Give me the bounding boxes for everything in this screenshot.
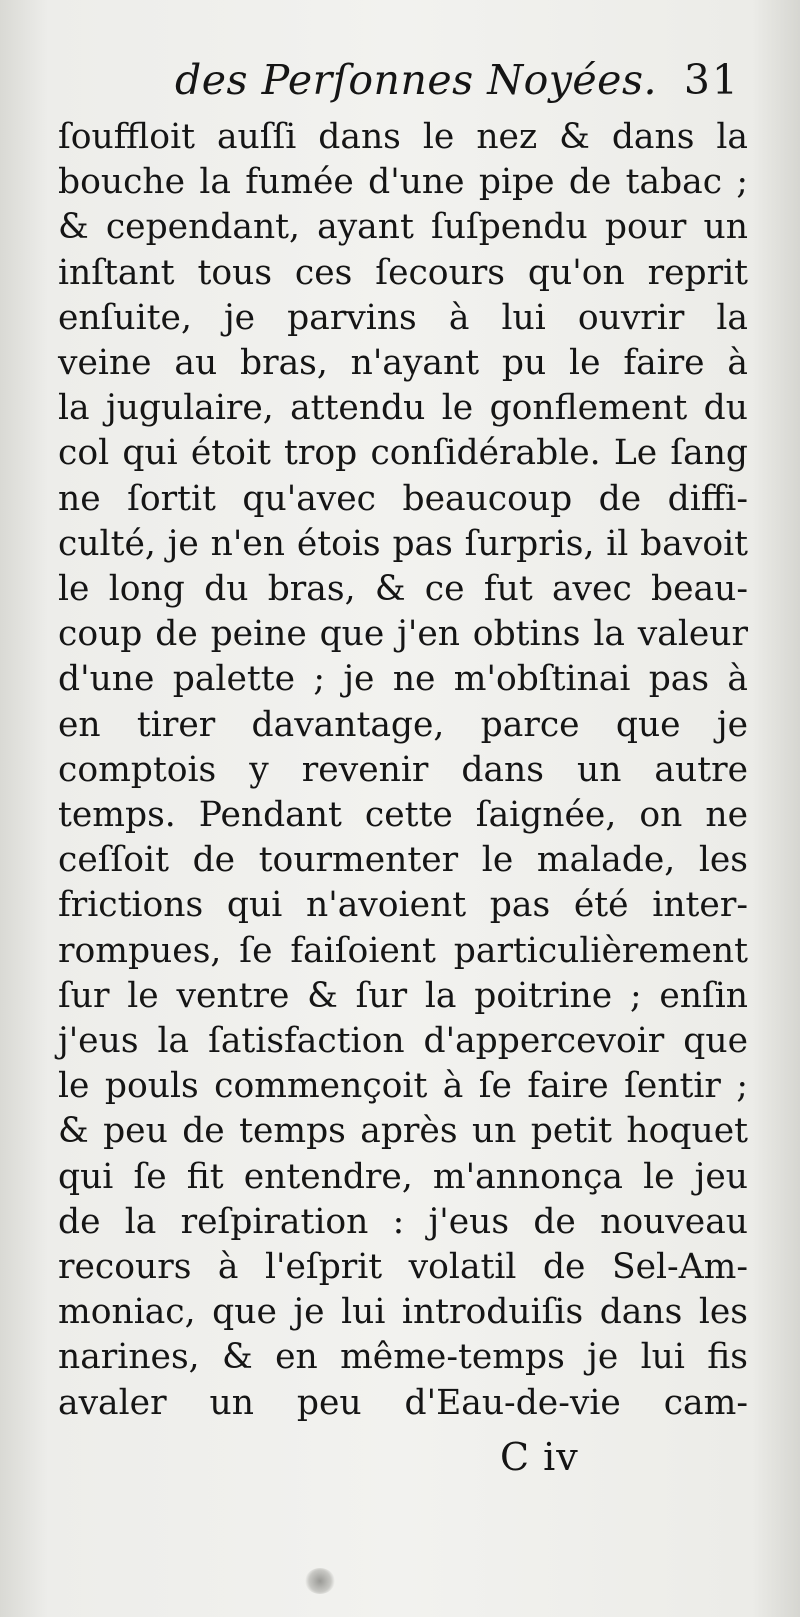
text-line: ceſſoit de tourmenter le malade, les bbox=[58, 840, 748, 881]
page-number: 31 bbox=[683, 56, 740, 104]
text-line: de la reſpiration : j'eus de nouveau bbox=[58, 1201, 748, 1242]
text-line: veine au bras, n'ayant pu le faire à bbox=[58, 343, 748, 384]
text-line: coup de peine que j'en obtins la valeur bbox=[58, 614, 748, 655]
text-line: recours à l'eſprit volatil de Sel-Am- bbox=[58, 1247, 748, 1288]
text-line: inſtant tous ces ſecours qu'on reprit bbox=[58, 252, 748, 293]
running-title: des Perſonnes Noyées. bbox=[175, 56, 658, 104]
body-text bbox=[58, 115, 748, 1426]
signature-mark: C iv bbox=[500, 1435, 579, 1479]
ink-smudge bbox=[305, 1568, 335, 1594]
text-line: en tirer davantage, parce que je bbox=[58, 704, 748, 745]
text-line: ſur le ventre & ſur la poitrine ; enſin bbox=[58, 975, 748, 1016]
text-line: enſuite, je parvins à lui ouvrir la bbox=[58, 297, 748, 338]
running-head bbox=[175, 50, 740, 110]
text-line: rompues, ſe faiſoient particulièrement bbox=[58, 930, 748, 971]
text-line: narines, & en même-temps je lui fis bbox=[58, 1337, 748, 1378]
text-line: avaler un peu d'Eau-de-vie cam- bbox=[58, 1382, 748, 1423]
text-line: col qui étoit trop conſidérable. Le ſang bbox=[58, 433, 748, 474]
text-line: moniac, que je lui introduiſis dans les bbox=[58, 1292, 748, 1333]
text-line: la jugulaire, attendu le gonflement du bbox=[58, 388, 748, 429]
text-line: & cependant, ayant ſuſpendu pour un bbox=[58, 207, 748, 248]
text-line: & peu de temps après un petit hoquet bbox=[58, 1111, 748, 1152]
text-line: le long du bras, & ce fut avec beau- bbox=[58, 569, 748, 610]
text-line: comptois y revenir dans un autre bbox=[58, 749, 748, 790]
text-line: qui ſe fit entendre, m'annonça le jeu bbox=[58, 1156, 748, 1197]
text-line: ne ſortit qu'avec beaucoup de diffi- bbox=[58, 478, 748, 519]
text-line: ſouffloit auſſi dans le nez & dans la bbox=[58, 117, 748, 157]
text-line: frictions qui n'avoient pas été inter- bbox=[58, 885, 748, 926]
text-line: d'une palette ; je ne m'obſtinai pas à bbox=[58, 659, 748, 700]
text-line: culté, je n'en étois pas ſurpris, il bavoit bbox=[58, 523, 748, 564]
text-line: le pouls commençoit à ſe faire ſentir ; bbox=[58, 1066, 748, 1107]
text-line: j'eus la ſatisfaction d'appercevoir que bbox=[58, 1021, 748, 1062]
text-line: temps. Pendant cette ſaignée, on ne bbox=[58, 795, 748, 836]
text-line: bouche la fumée d'une pipe de tabac ; bbox=[58, 162, 748, 203]
